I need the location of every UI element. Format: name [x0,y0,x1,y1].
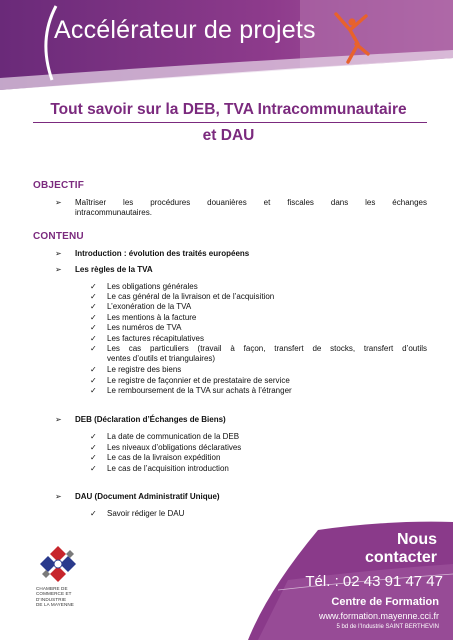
check-icon: ✓ [90,313,97,322]
contenu-heading: CONTENU [33,231,84,242]
tva-item: Les obligations générales [107,282,198,291]
tva-item: Les numéros de TVA [107,323,182,332]
document-title-line-2: et DAU [202,127,255,144]
arrow-bullet-icon: ➢ [55,198,62,207]
deb-item: Le cas de la livraison expédition [107,453,221,462]
dau-heading: DAU (Document Administratif Unique) [75,492,220,501]
dau-item: Savoir rédiger le DAU [107,509,185,518]
website-link[interactable]: www.formation.mayenne.cci.fr [318,611,439,621]
contact-phone: Tél. : 02 43 91 47 47 [305,573,443,590]
check-icon: ✓ [90,386,97,395]
tva-item: Les mentions à la facture [107,313,197,322]
deb-item: Le cas de l’acquisition introduction [107,464,229,473]
deb-item: La date de communication de la DEB [107,432,240,441]
document-title [30,99,427,147]
check-icon: ✓ [90,334,97,343]
tva-heading: Les règles de la TVA [75,265,153,274]
check-icon: ✓ [90,443,97,452]
check-icon: ✓ [90,376,97,385]
postal-address: 5 bd de l’Industrie SAINT BERTHEVIN [336,624,439,630]
arrow-bullet-icon: ➢ [55,492,62,501]
logo-line: DE LA MAYENNE [36,602,74,608]
title-divider [33,122,427,123]
arrow-bullet-icon: ➢ [55,415,62,424]
contact-heading-nous: Nous [397,531,437,548]
check-icon: ✓ [90,464,97,473]
contenu-intro: Introduction : évolution des traités européens [75,249,250,258]
arrow-bullet-icon: ➢ [55,249,62,258]
deb-heading: DEB (Déclaration d’Échanges de Biens) [75,415,226,424]
tva-item: Le remboursement de la TVA sur achats à l’étranger [107,386,292,395]
objectif-text-line-2: intracommunautaires. [75,208,152,217]
deb-item: Les niveaux d’obligations déclaratives [107,443,242,452]
banner-title: Accélérateur de projets [54,16,316,44]
cci-logo-icon [36,544,86,584]
tva-item: Les factures récapitulatives [107,334,204,343]
tva-item: Les cas particuliers (travail à façon, transfert de stocks, transfert d’outils [107,344,427,353]
check-icon: ✓ [90,282,97,291]
check-icon: ✓ [90,344,97,353]
tva-item-continued: ventes d’outils et triangulaires) [107,354,216,363]
logo-line: COMMERCE ET [36,591,72,597]
tva-item: Le registre de façonnier et de prestataire de service [107,376,290,385]
objectif-text-line-1: Maîtriser les procédures douanières et fiscales dans les échanges [75,198,427,207]
tva-item: Le registre des biens [107,365,182,374]
logo-line: CHAMBRE DE [36,586,68,591]
check-icon: ✓ [90,432,97,441]
centre-de-formation: Centre de Formation [331,596,439,608]
banner-background [0,0,453,90]
check-icon: ✓ [90,302,97,311]
check-icon: ✓ [90,292,97,301]
objectif-heading: OBJECTIF [33,180,85,191]
arrow-bullet-icon: ➢ [55,265,62,274]
check-icon: ✓ [90,509,97,518]
document-title-line-1: Tout savoir sur la DEB, TVA Intracommunautaire [50,101,407,118]
logo-line: D’INDUSTRIE [36,596,67,602]
check-icon: ✓ [90,323,97,332]
cci-logo-text [36,586,92,608]
check-icon: ✓ [90,453,97,462]
tva-item: L’exonération de la TVA [107,302,192,311]
contact-heading-contacter: contacter [364,549,437,566]
check-icon: ✓ [90,365,97,374]
tva-item: Le cas général de la livraison et de l’acquisition [107,292,275,301]
header-banner [0,0,453,90]
